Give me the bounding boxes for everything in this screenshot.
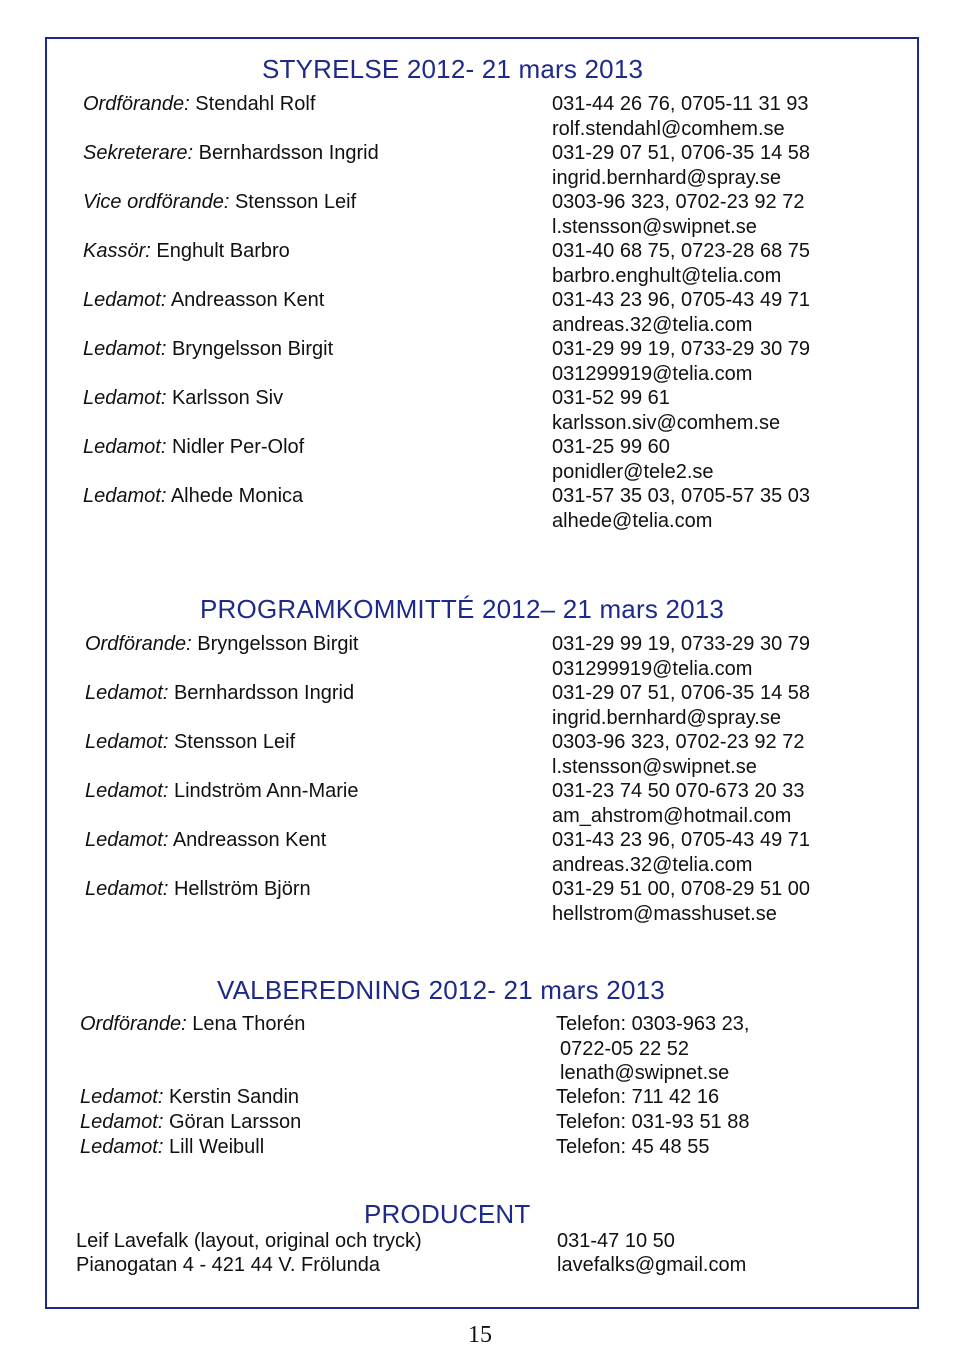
role-label: Ledamot:	[80, 1086, 164, 1108]
member-contact	[552, 92, 809, 141]
member-contact	[552, 877, 810, 926]
role-label: Sekreterare:	[83, 142, 194, 164]
role-label: Ledamot:	[85, 780, 169, 802]
contact-phone: 031-43 23 96, 0705-43 49 71	[552, 829, 810, 851]
role-label: Ledamot:	[83, 436, 167, 458]
member-contact	[552, 681, 810, 730]
member-name: Andreasson Kent	[172, 829, 327, 851]
member-contact	[552, 141, 810, 190]
contact-line: Telefon: 0303-963 23,	[556, 1013, 750, 1035]
member-name: Kerstin Sandin	[168, 1086, 300, 1108]
valberedning-heading: VALBEREDNING 2012- 21 mars 2013	[217, 975, 665, 1005]
valberedning-member	[80, 1085, 299, 1109]
member-label	[83, 435, 304, 459]
contact-email: ingrid.bernhard@spray.se	[552, 166, 781, 189]
role-label: Ordförande:	[80, 1013, 187, 1035]
contact-email: l.stensson@swipnet.se	[552, 215, 757, 238]
role-label: Ordförande:	[85, 633, 192, 655]
contact-phone: 0303-96 323, 0702-23 92 72	[552, 191, 805, 213]
role-label: Ordförande:	[83, 93, 190, 115]
member-name: Karlsson Siv	[171, 387, 284, 409]
role-label: Ledamot:	[85, 731, 169, 753]
member-name: Lill Weibull	[168, 1136, 265, 1158]
member-label	[85, 632, 358, 656]
member-contact	[552, 828, 810, 877]
contact-email: 031299919@telia.com	[552, 657, 753, 680]
member-contact	[552, 730, 804, 779]
producent-email: lavefalks@gmail.com	[557, 1254, 747, 1276]
member-contact	[552, 484, 810, 533]
contact-phone: 031-29 99 19, 0733-29 30 79	[552, 338, 810, 360]
member-name: Bernhardsson Ingrid	[198, 142, 379, 164]
member-contact	[552, 435, 714, 484]
member-label	[83, 484, 303, 508]
contact-email: l.stensson@swipnet.se	[552, 755, 757, 778]
contact-email: andreas.32@telia.com	[552, 313, 753, 336]
contact-phone: 031-23 74 50 070-673 20 33	[552, 780, 805, 802]
valberedning-member-phone: Telefon: 031-93 51 88	[556, 1111, 750, 1133]
member-contact	[552, 386, 780, 435]
member-label	[85, 779, 358, 803]
member-label	[83, 288, 324, 312]
producent-heading: PRODUCENT	[364, 1199, 531, 1229]
role-label: Ledamot:	[85, 878, 169, 900]
member-name: Bernhardsson Ingrid	[173, 682, 355, 704]
contact-phone: 031-43 23 96, 0705-43 49 71	[552, 289, 810, 311]
member-label	[83, 239, 290, 263]
role-label: Ledamot:	[85, 682, 169, 704]
member-contact	[552, 288, 810, 337]
programkommitte-heading: PROGRAMKOMMITTÉ 2012– 21 mars 2013	[200, 594, 725, 624]
member-name: Alhede Monica	[170, 485, 304, 507]
member-name: Lena Thorén	[192, 1013, 306, 1035]
member-label	[83, 190, 356, 214]
valberedning-member	[80, 1110, 301, 1134]
contact-phone: 031-40 68 75, 0723-28 68 75	[552, 240, 810, 262]
role-label: Vice ordförande:	[83, 191, 230, 213]
member-name: Nidler Per-Olof	[171, 436, 305, 458]
member-name: Hellström Björn	[173, 878, 311, 900]
valberedning-chair-label	[80, 1012, 305, 1036]
contact-phone: 031-29 07 51, 0706-35 14 58	[552, 142, 810, 164]
page-number: 15	[468, 1322, 492, 1348]
contact-phone: 031-52 99 61	[552, 387, 670, 409]
member-name: Bryngelsson Birgit	[197, 633, 359, 655]
role-label: Ledamot:	[80, 1136, 164, 1158]
role-label: Ledamot:	[83, 387, 167, 409]
member-contact	[552, 190, 804, 239]
member-name: Göran Larsson	[168, 1111, 302, 1133]
member-label	[83, 92, 315, 116]
contact-email: rolf.stendahl@comhem.se	[552, 117, 785, 140]
contact-phone: 031-29 51 00, 0708-29 51 00	[552, 878, 810, 900]
role-label: Ledamot:	[83, 338, 167, 360]
member-name: Lindström Ann-Marie	[173, 780, 359, 802]
contact-email: 031299919@telia.com	[552, 362, 753, 385]
contact-line: 0722-05 22 52	[560, 1037, 690, 1060]
member-label	[83, 141, 379, 165]
contact-email: ponidler@tele2.se	[552, 460, 714, 483]
producent-address: Pianogatan 4 - 421 44 V. Frölunda	[76, 1254, 380, 1276]
member-contact	[552, 337, 810, 386]
member-name: Bryngelsson Birgit	[171, 338, 334, 360]
valberedning-member	[80, 1135, 264, 1159]
contact-email: barbro.enghult@telia.com	[552, 264, 782, 287]
role-label: Ledamot:	[80, 1111, 164, 1133]
member-label	[85, 681, 354, 705]
contact-email: andreas.32@telia.com	[552, 853, 753, 876]
valberedning-member-phone: Telefon: 711 42 16	[556, 1086, 720, 1108]
valberedning-member-phone: Telefon: 45 48 55	[556, 1136, 710, 1158]
member-contact	[552, 779, 804, 828]
contact-phone: 031-25 99 60	[552, 436, 670, 458]
member-label	[85, 730, 295, 754]
contact-email: hellstrom@masshuset.se	[552, 902, 777, 925]
member-contact	[552, 632, 810, 681]
contact-phone: 031-57 35 03, 0705-57 35 03	[552, 485, 810, 507]
contact-email: ingrid.bernhard@spray.se	[552, 706, 781, 729]
contact-email: am_ahstrom@hotmail.com	[552, 804, 792, 827]
member-name: Andreasson Kent	[170, 289, 325, 311]
member-name: Enghult Barbro	[156, 240, 290, 262]
contact-email: karlsson.siv@comhem.se	[552, 411, 781, 434]
contact-email: lenath@swipnet.se	[560, 1062, 730, 1084]
member-label	[85, 877, 311, 901]
styrelse-heading: STYRELSE 2012- 21 mars 2013	[262, 54, 644, 84]
producent-name: Leif Lavefalk (layout, original och tryck)	[76, 1230, 422, 1252]
contact-phone: 031-29 99 19, 0733-29 30 79	[552, 633, 810, 655]
member-name: Stendahl Rolf	[195, 93, 316, 115]
role-label: Ledamot:	[83, 485, 167, 507]
producent-phone: 031-47 10 50	[557, 1230, 675, 1252]
contact-email: alhede@telia.com	[552, 509, 713, 532]
member-label	[85, 828, 326, 852]
member-contact	[552, 239, 810, 288]
contact-phone: 031-29 07 51, 0706-35 14 58	[552, 682, 810, 704]
member-label	[83, 337, 333, 361]
role-label: Ledamot:	[85, 829, 169, 851]
contact-phone: 0303-96 323, 0702-23 92 72	[552, 731, 805, 753]
valberedning-chair-contact	[556, 1012, 750, 1086]
member-name: Stensson Leif	[234, 191, 357, 213]
member-name: Stensson Leif	[173, 731, 296, 753]
contact-phone: 031-44 26 76, 0705-11 31 93	[552, 93, 809, 115]
member-label	[83, 386, 283, 410]
role-label: Kassör:	[83, 240, 151, 262]
role-label: Ledamot:	[83, 289, 167, 311]
